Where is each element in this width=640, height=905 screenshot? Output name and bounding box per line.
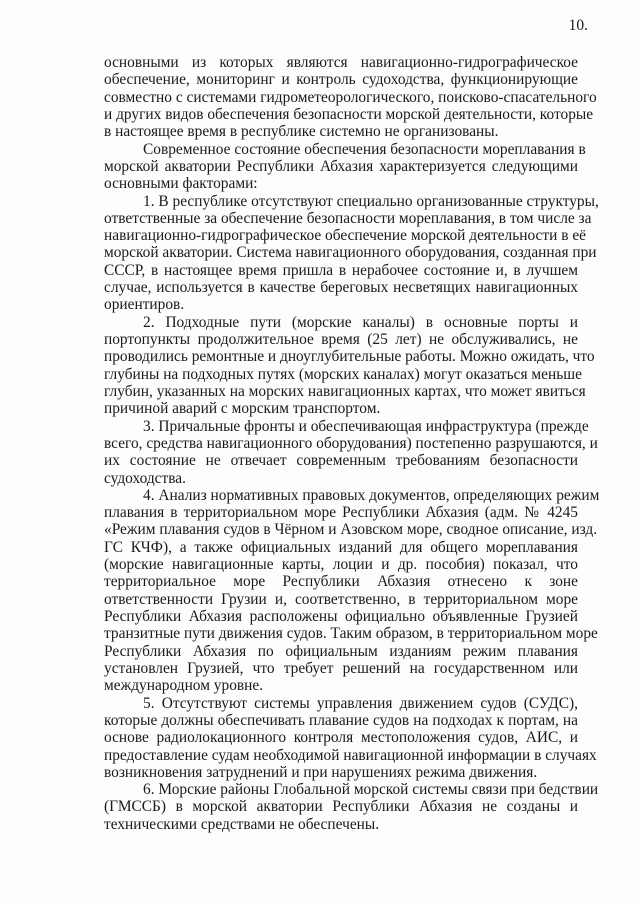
text-line: Современное состояние обеспечения безопасности мореплавания в — [143, 140, 586, 158]
text-line: ГС КЧФ), а также официальных изданий для общего мореплавания — [104, 538, 578, 556]
paragraph — [104, 781, 599, 833]
paragraph — [104, 192, 599, 314]
text-line: СССР, в настоящее время пришла в нерабочее состояние и, в лучшем — [104, 261, 578, 279]
text-line: навигационно-гидрографическое обеспечение морской деятельности в её — [104, 227, 586, 245]
text-line: глубины на подходных путях (морских каналах) могут оказаться меньше — [104, 365, 582, 383]
text-line: в настоящее время в республике системно не организованы. — [104, 123, 499, 141]
text-line: проводились ремонтные и дноуглубительные работы. Можно ожидать, что — [104, 348, 595, 366]
text-line: и других видов обеспечения безопасности морской деятельности, которые — [104, 105, 594, 123]
text-line: основе радиолокационного контроля местоположения судов, АИС, и — [104, 729, 578, 747]
text-line: 4. Анализ нормативных правовых документов, определяющих режим — [143, 486, 600, 504]
text-line: 5. Отсутствуют системы управления движением судов (СУДС), — [143, 694, 578, 712]
text-line: судоходства. — [104, 469, 186, 487]
text-line: «Режим плавания судов в Чёрном и Азовском море, сводное описание, изд. — [104, 521, 598, 539]
text-line: обеспечение, мониторинг и контроль судоходства, функционирующие — [104, 71, 578, 89]
text-line: ответственные за обеспечение безопасности мореплавания, в том числе за — [104, 209, 592, 227]
page-number: 10. — [568, 17, 588, 34]
text-line: которые должны обеспечивать плавание судов на подходах к портам, на — [104, 711, 578, 729]
document-body — [104, 54, 600, 833]
text-line: установлен Грузией, что требует решений на государственном или — [104, 659, 578, 677]
text-line: причиной аварий с морским транспортом. — [104, 400, 381, 418]
text-line: Республики Абхазия расположены официально объявленные Грузией — [104, 608, 578, 625]
text-line: ответственности Грузии и, соответственно, в территориальном море — [104, 590, 578, 608]
text-line: 3. Причальные фронты и обеспечивающая инфраструктура (прежде — [143, 417, 589, 435]
text-line: плавания в территориальном море Республики Абхазия (адм. № 4245 — [104, 504, 578, 522]
text-line: техническими средствами не обеспечены. — [104, 815, 380, 833]
text-line: Республики Абхазия по официальным изданиям режим плавания — [104, 642, 578, 660]
text-line: всего, средства навигационного оборудования) постепенно разрушаются, и — [104, 434, 598, 452]
text-line: портопункты продолжительное время (25 лет) не обслуживались, не — [104, 331, 578, 348]
paragraph — [104, 54, 597, 141]
text-line: их состояние не отвечает современным требованиям безопасности — [104, 452, 578, 470]
paragraph — [104, 417, 598, 487]
text-line: международном уровне. — [104, 677, 264, 695]
text-line: глубин, указанных на морских навигационных картах, что может явиться — [104, 382, 586, 400]
paragraph — [104, 694, 597, 782]
text-line: морской акватории Республики Абхазия характеризуется следующими — [104, 157, 578, 175]
text-line: 6. Морские районы Глобальной морской системы связи при бедствии — [143, 781, 599, 799]
text-line: 1. В республике отсутствуют специально организованные структуры, — [143, 192, 599, 210]
text-line: случае, используется в качестве береговых несветящих навигационных — [104, 279, 578, 297]
text-line: (ГМССБ) в морской акватории Республики Абхазия не созданы и — [104, 798, 578, 816]
text-line: (морские навигационные карты, лоции и др. пособия) показал, что — [104, 556, 578, 574]
text-line: ориентиров. — [104, 296, 185, 314]
paragraph — [104, 486, 600, 695]
text-line: возникновения затруднений и при нарушениях режима движения. — [104, 763, 538, 781]
text-line: основными факторами: — [104, 175, 258, 193]
text-line: основными из которых являются навигационно-гидрографическое — [104, 54, 578, 71]
paragraph — [104, 140, 586, 193]
text-line: 2. Подходные пути (морские каналы) в основные порты и — [143, 313, 578, 331]
text-line: территориальное море Республики Абхазия отнесено к зоне — [104, 573, 578, 591]
text-line: совместно с системами гидрометеорологического, поисково-спасательного — [104, 88, 597, 106]
text-line: транзитные пути движения судов. Таким образом, в территориальном море — [104, 625, 598, 643]
paragraph — [104, 313, 595, 418]
text-line: предоставление судам необходимой навигационной информации в случаях — [104, 746, 597, 764]
text-line: морской акватории. Система навигационного оборудования, созданная при — [104, 244, 597, 262]
